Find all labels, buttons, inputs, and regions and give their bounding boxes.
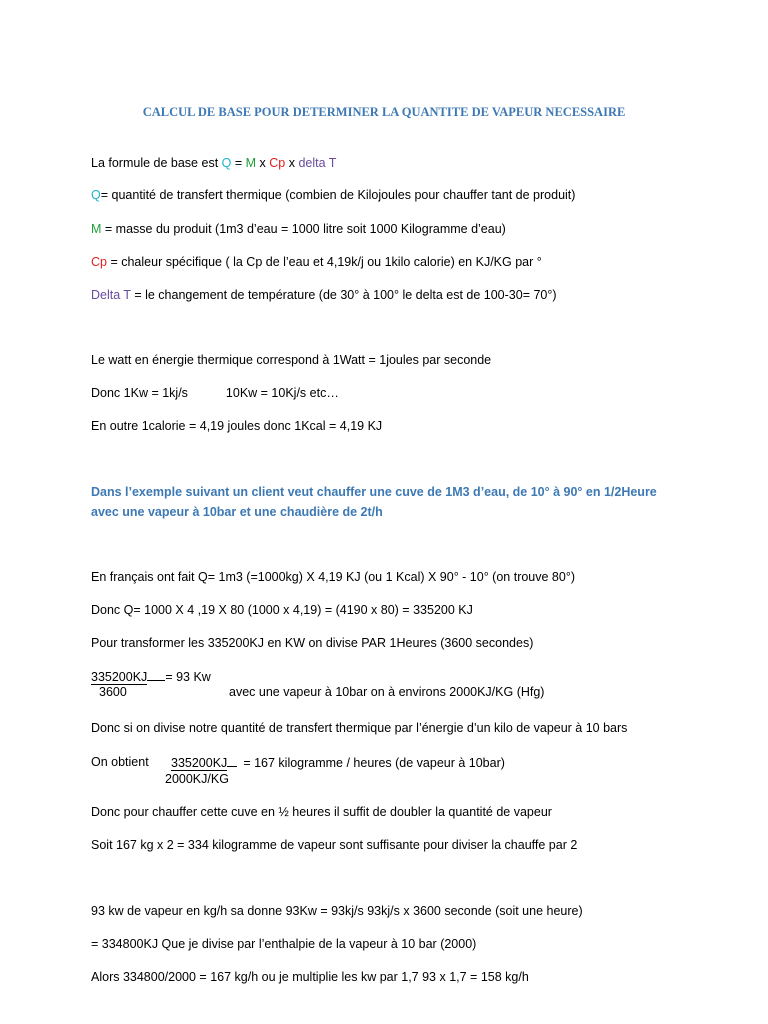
calc-line-4: Donc si on divise notre quantité de transfert thermique par l’énergie d’un kilo de vapeur à 10 bars bbox=[91, 721, 628, 735]
fraction-1-numerator-line bbox=[91, 668, 211, 685]
definition-q-text: = quantité de transfert thermique (combien de Kilojoules pour chauffer tant de produit) bbox=[100, 188, 576, 202]
fraction-1-note: avec une vapeur à 10bar on à environs 2000KJ/KG (Hfg) bbox=[229, 685, 545, 699]
formula-cp: Cp bbox=[269, 156, 286, 170]
definition-q-symbol: Q bbox=[91, 188, 101, 202]
definition-delta-t-text: = le changement de température (de 30° à 100° le delta est de 100-30= 70°) bbox=[130, 288, 557, 302]
definition-cp-symbol: Cp bbox=[91, 255, 107, 269]
watt-line-2 bbox=[91, 385, 339, 401]
fraction-2-result: = 167 kilogramme / heures (de vapeur à 10bar) bbox=[243, 756, 505, 770]
definition-m-symbol: M bbox=[91, 222, 102, 236]
fraction-2-numerator: 335200KJ bbox=[171, 756, 228, 770]
formula-eq: = bbox=[231, 156, 246, 170]
formula-m: M bbox=[245, 156, 257, 170]
fraction-2-denominator: 2000KJ/KG bbox=[165, 772, 229, 786]
formula-q: Q bbox=[221, 156, 232, 170]
kw-line-2: = 334800KJ Que je divise par l’enthalpie de la vapeur à 10 bar (2000) bbox=[91, 937, 477, 951]
definition-delta-t bbox=[91, 287, 557, 303]
watt-line-2a: Donc 1Kw = 1kj/s bbox=[91, 386, 188, 400]
fraction-2-numerator-line bbox=[171, 754, 505, 771]
watt-line-2b: 10Kw = 10Kj/s etc… bbox=[225, 386, 339, 400]
example-line-2: avec une vapeur à 10bar et une chaudière de 2t/h bbox=[91, 505, 383, 519]
definition-m-text: = masse du produit (1m3 d’eau = 1000 litre soit 1000 Kilogramme d’eau) bbox=[101, 222, 506, 236]
kw-line-3: Alors 334800/2000 = 167 kg/h ou je multiplie les kw par 1,7 93 x 1,7 = 158 kg/h bbox=[91, 970, 529, 984]
definition-cp-text: = chaleur spécifique ( la Cp de l’eau et 4,19k/j ou 1kilo calorie) en KJ/KG par ° bbox=[106, 255, 542, 269]
obtain-label: On obtient bbox=[91, 755, 149, 769]
formula-prefix: La formule de base est bbox=[91, 156, 222, 170]
fraction-1-denominator: 3600 bbox=[99, 685, 127, 699]
definition-q bbox=[91, 187, 575, 203]
calc-line-3: Pour transformer les 335200KJ en KW on divise PAR 1Heures (3600 secondes) bbox=[91, 636, 534, 650]
kw-line-1: 93 kw de vapeur en kg/h sa donne 93Kw = 93kj/s 93kj/s x 3600 seconde (soit une heure) bbox=[91, 904, 583, 918]
watt-line-3: En outre 1calorie = 4,19 joules donc 1Kcal = 4,19 KJ bbox=[91, 419, 383, 433]
formula-x2: x bbox=[285, 156, 299, 170]
document-title: CALCUL DE BASE POUR DETERMINER LA QUANTITE DE VAPEUR NECESSAIRE bbox=[142, 105, 626, 119]
definition-delta-t-symbol: Delta T bbox=[91, 288, 131, 302]
definition-cp bbox=[91, 254, 542, 270]
formula-line bbox=[91, 155, 336, 171]
formula-x1: x bbox=[256, 156, 270, 170]
calc-line-6: Soit 167 kg x 2 = 334 kilogramme de vapeur sont suffisante pour diviser la chauffe par 2 bbox=[91, 838, 578, 852]
watt-line-1: Le watt en énergie thermique correspond à 1Watt = 1joules par seconde bbox=[91, 353, 492, 367]
definition-m bbox=[91, 221, 506, 237]
formula-delta-t: delta T bbox=[298, 156, 337, 170]
example-line-1: Dans l’exemple suivant un client veut chauffer une cuve de 1M3 d’eau, de 10° à 90° en 1/2Heure bbox=[91, 485, 657, 499]
fraction-1-result: = 93 Kw bbox=[165, 670, 211, 684]
calc-line-1: En français ont fait Q= 1m3 (=1000kg) X 4,19 KJ (ou 1 Kcal) X 90° - 10° (on trouve 80°) bbox=[91, 570, 575, 584]
fraction-1-numerator: 335200KJ bbox=[91, 670, 148, 684]
calc-line-5: Donc pour chauffer cette cuve en ½ heures il suffit de doubler la quantité de vapeur bbox=[91, 805, 552, 819]
calc-line-2: Donc Q= 1000 X 4 ,19 X 80 (1000 x 4,19) = (4190 x 80) = 335200 KJ bbox=[91, 603, 473, 617]
